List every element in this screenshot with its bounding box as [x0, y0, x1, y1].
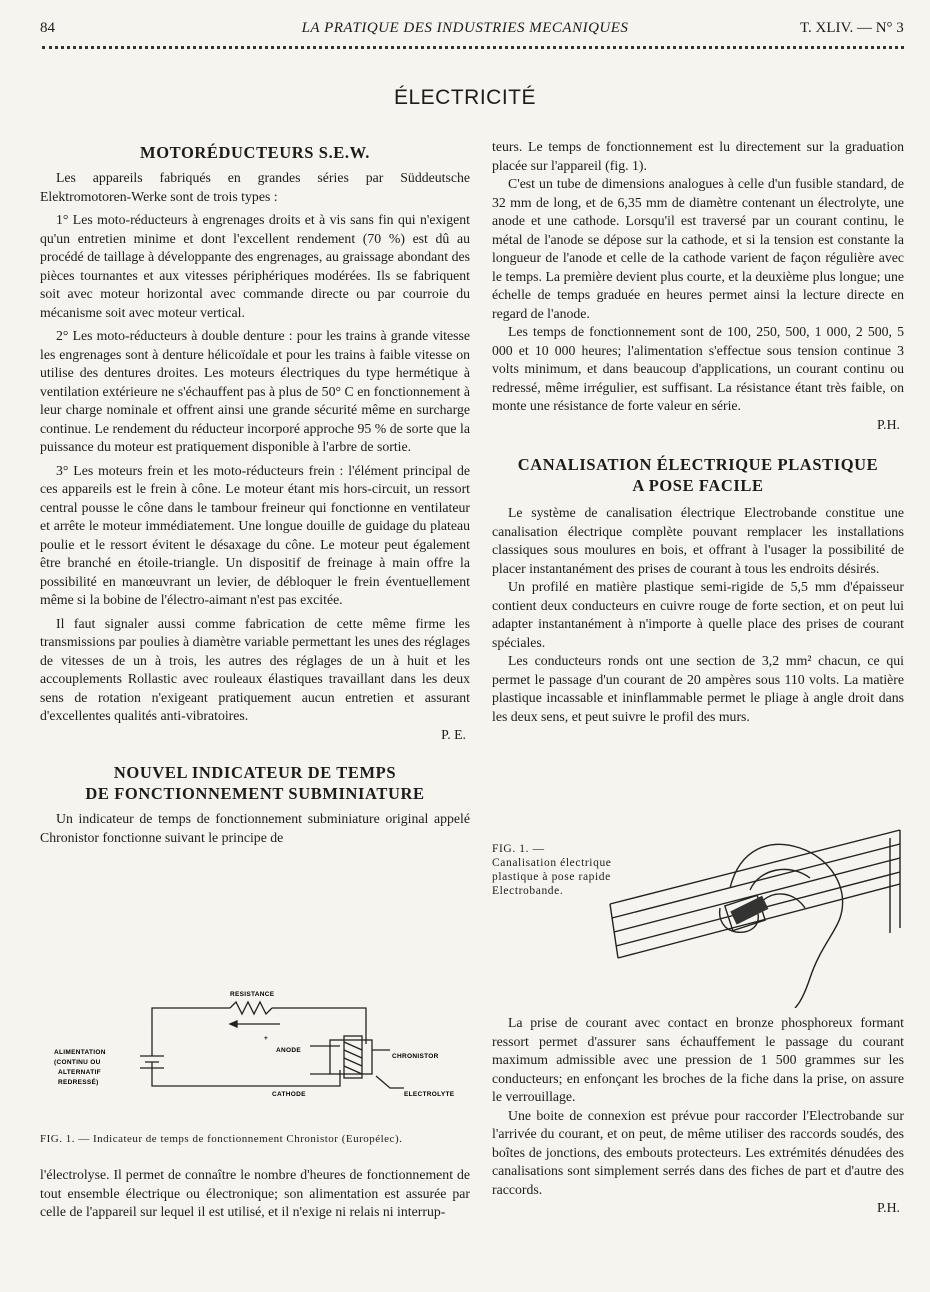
- paragraph: Un profilé en matière plastique semi-rigide de 5,5 mm d'épaisseur contient deux conducteurs en cuivre rouge de forte section, et on peut lui adapter instantanément à n'importe à quelle place des prises de courant spéciales.: [492, 579, 904, 650]
- label-anode: ANODE: [276, 1047, 301, 1054]
- paragraph: teurs. Le temps de fonctionnement est lu directement sur la graduation placée sur l'appareil (fig. 1).: [492, 139, 904, 173]
- article-title-canalisation-line2: A POSE FACILE: [632, 476, 764, 495]
- label-supply-3: ALTERNATIF: [58, 1069, 101, 1076]
- label-cathode: CATHODE: [272, 1091, 306, 1098]
- article-title-indicateur-line1: NOUVEL INDICATEUR DE TEMPS: [113, 763, 397, 782]
- article-title-motoreducteurs: MOTORÉDUCTEURS S.E.W.: [140, 143, 370, 162]
- paragraph: Une boite de connexion est prévue pour raccorder l'Electrobande sur l'arrivée du courant, et on peut, de même utiliser des raccords soudés, des boîtes de jonctions, des embouts protecteurs. Les extrémités dénudées des canalisations sont simplement serrés dans des fiches de part et d'autre des raccords.: [492, 1107, 904, 1197]
- paragraph: 3° Les moteurs frein et les moto-réducteurs frein : l'élément principal de ces appareils est le frein à cône. Le moteur étant mis hors-circuit, un ressort central pousse le cône dans le tambour freineur qui fonctionne en ventilateur et arrête le moteur immédiatement. Une longue douille de guidage du plateau poulie et le ressort évitent le désaxage du cône. Le moteur peut également être branché en étoile-triangle. Un dispositif de freinage à main offre la possibilité en manœuvrant un levier, de débloquer le frein éventuellement même si la bobine de l'électro-aimant n'est pas excitée.: [40, 462, 470, 607]
- paragraph: Un indicateur de temps de fonctionnement subminiature original appelé Chronistor fonctionne suivant le principe de: [40, 811, 470, 845]
- journal-title: LA PRATIQUE DES INDUSTRIES MECANIQUES: [301, 20, 629, 36]
- electrobande-illustration: [600, 808, 904, 1008]
- paragraph: Les conducteurs ronds ont une section de 3,2 mm² chacun, ce qui permet le passage d'un courant de 20 ampères sous 110 volts. La matière plastique incassable et ininflammable permet le pliage à angle droit dans les deux sens, et peut suivre le profil des murs.: [492, 653, 904, 724]
- volume-number: T. XLIV. — N° 3: [800, 20, 904, 36]
- paragraph: Les temps de fonctionnement sont de 100, 250, 500, 1 000, 2 500, 5 000 et 10 000 heures; l'alimentation s'effectue sous tension continue 3 volts minimum, et dans beaucoup d'applications, un courant continu ou redressé, même irrégulier, est suffisant. La résistance étant très faible, on monte une résistance de forte valeur en série.: [492, 324, 904, 413]
- paragraph: La prise de courant avec contact en bronze phosphoreux formant ressort permet d'assurer sans échauffement le passage du courant maximum admissible avec une pression de 1 500 grammes sur les conducteurs; en enfonçant les broches de la fiche dans la prise, on assure le verrouillage.: [492, 1015, 904, 1104]
- page-number: 84: [40, 20, 55, 36]
- paragraph: l'électrolyse. Il permet de connaître le nombre d'heures de fonctionnement de tout ensemble électrique ou électronique; son alimentation est assurée par celle de l'appareil sur lequel il est utilisé, et il n'exige ni relais ni interrup-: [40, 1167, 470, 1219]
- figure-caption-chronistor: FIG. 1. — Indicateur de temps de fonctionnement Chronistor (Européleс).: [40, 1133, 403, 1145]
- left-column-continuation: [40, 1166, 470, 1222]
- paragraph: Les appareils fabriqués en grandes séries par Süddeutsche Elektromotoren-Werke sont de trois types :: [40, 170, 470, 204]
- article-title-indicateur-line2: DE FONCTIONNEMENT SUBMINIATURE: [85, 784, 425, 803]
- paragraph: Il faut signaler aussi comme fabrication de cette même firme les transmissions par poulies à diamètre variable permettant les unes des réglages de vitesses de un à trois, les autres des réglages de un à huit et les accouplements Rollastic avec rouleaux élastiques travaillant dans les deux sens de rotation n'exigeant pratiquement aucun entretien et assurant d'excellentes qualités anti-vibratoires.: [40, 615, 470, 723]
- label-electrolyte: ELECTROLYTE: [404, 1091, 455, 1098]
- header-rule: [42, 46, 904, 49]
- section-title: ÉLECTRICITÉ: [393, 86, 537, 109]
- left-column: [40, 142, 470, 847]
- signature: P.H.: [876, 1200, 900, 1215]
- label-resistance: RESISTANCE: [230, 991, 275, 998]
- label-chronistor: CHRONISTOR: [392, 1053, 439, 1060]
- paragraph: 1° Les moto-réducteurs à engrenages droits et à vis sans fin qui n'exigent qu'un entretien minime et dont l'excellent rendement (70 %) est dû au procédé de taillage à développante des engrenages, au graissage abondant des pièces tournantes et aux vitesses périphériques modérées. Ils se fabriquent soit avec moteur horizontal avec commande directe ou par courroie du mécanisme soit avec moteur vertical.: [40, 212, 470, 320]
- signature: P.H.: [876, 416, 900, 432]
- right-column: [492, 138, 904, 726]
- right-column-continuation: [492, 1014, 904, 1218]
- label-supply-1: ALIMENTATION: [54, 1049, 106, 1056]
- article-title-canalisation-line1: CANALISATION ÉLECTRIQUE PLASTIQUE: [517, 455, 879, 474]
- label-supply-4: REDRESSÉ): [58, 1079, 99, 1086]
- paragraph: Le système de canalisation électrique Electrobande constitue une canalisation électrique complète pouvant remplacer les installations classiques sous moulures en bois, et offrant à l'usager la possibilité de placer instantanément des prises de courant à tous les endroits désirés.: [492, 505, 904, 576]
- paragraph: C'est un tube de dimensions analogues à celle d'un fusible standard, de 32 mm de long, et de 6,35 mm de diamètre contenant un électrolyte, une anode et une cathode. Lorsqu'il est traversé par un courant continu, le métal de l'anode se dépose sur la cathode, et si la tension est constante la longueur de l'anode et celle de la cathode varient de façon régulière avec le temps. La première devient plus courte, et la deuxième plus longue; une échelle de temps graduée en heures permet ainsi la lecture directe en regard de l'anode.: [492, 176, 904, 321]
- paragraph: 2° Les moto-réducteurs à double denture : pour les trains à grande vitesse les engrenages sont à denture hélicoïdale et pour les trains à faible vitesse on utilise des dentures droites. Les moteurs électriques du type hermétique à ventilation extérieure ne s'échauffent pas à plus de 50° C en fonctionnement à leur charge nominale et offrent ainsi une grande sécurité même en surcharge continue. Le rendement du réducteur incorporé approche 95 % de sorte que la puissance du moteur est pratiquement disponible à l'arbre de sortie.: [40, 328, 470, 454]
- signature: P. E.: [441, 726, 466, 742]
- label-plus: +: [264, 1035, 269, 1042]
- label-supply-2: (CONTINU OU: [54, 1059, 101, 1066]
- chronistor-circuit-diagram: [40, 984, 470, 1112]
- figure-caption-electrobande: FIG. 1. — Canalisation électrique plastique à pose rapide Electrobande.: [492, 843, 612, 897]
